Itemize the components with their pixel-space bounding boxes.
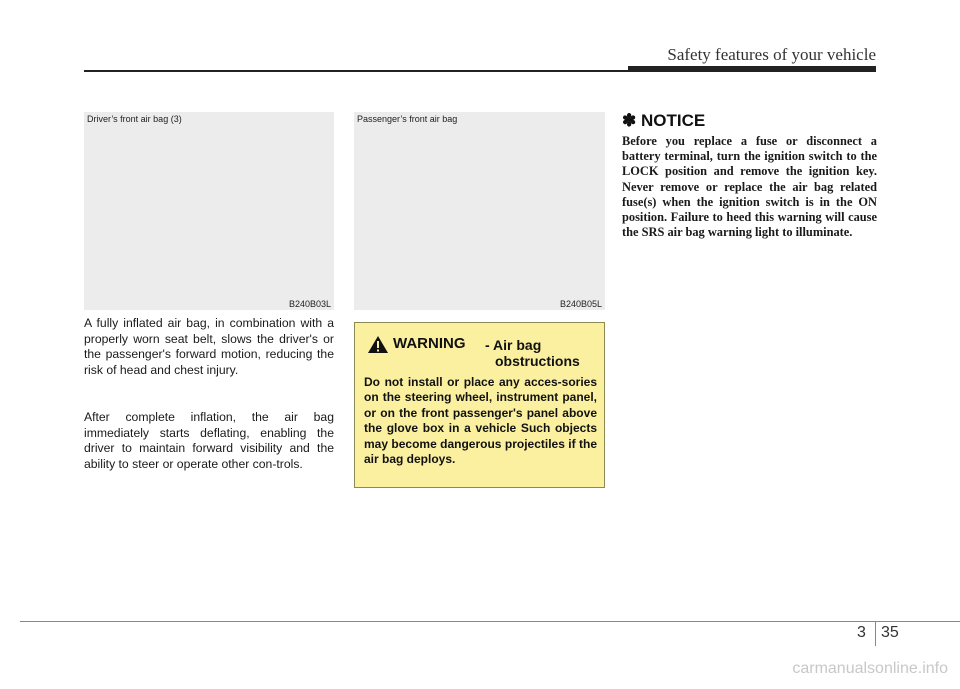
page-number-divider	[875, 622, 876, 646]
header-rule-tab	[628, 66, 876, 72]
figure-driver-air-bag	[84, 112, 334, 310]
footer-rule	[20, 621, 960, 622]
page-number: 35	[881, 624, 899, 641]
page-header-title: Safety features of your vehicle	[667, 45, 876, 64]
notice-symbol-icon: ✽	[622, 111, 637, 130]
notice-title: NOTICE	[640, 111, 706, 130]
chapter-number: 3	[857, 624, 866, 641]
body-paragraph-1: A fully inflated air bag, in combination with a properly worn seat belt, slows the driver's or the passenger's forward motion, reducing the risk of head and chest injury.	[84, 316, 334, 377]
figure-code: B240B03L	[288, 299, 331, 309]
figure-caption: Driver’s front air bag (3)	[87, 114, 182, 124]
watermark: carmanualsonline.info	[792, 660, 948, 677]
notice-text: Before you replace a fuse or disconnect a battery terminal, turn the ignition switch to the LOCK position and remove the ignition key. Never remove or replace the air bag related fuse(s) when the ignition switch is in the ON position. Failure to heed this warning will cause the SRS air bag warning light to illuminate.	[622, 134, 877, 240]
warning-text: Do not install or place any acces-sories on the steering wheel, instrument panel, or on the front passenger's panel above the glove box in a vehicle Such objects may become dangerous projectiles if the air bag deploys.	[364, 375, 597, 467]
warning-title: WARNING	[393, 335, 466, 352]
warning-subtitle-line-2: obstructions	[495, 353, 580, 369]
figure-code: B240B05L	[559, 299, 602, 309]
body-paragraph-2: After complete inflation, the air bag immediately starts deflating, enabling the driver to maintain forward visibility and the ability to steer or operate other con-trols.	[84, 410, 334, 471]
notice-heading	[622, 111, 705, 131]
warning-box	[354, 322, 605, 488]
figure-caption: Passenger’s front air bag	[357, 114, 458, 124]
warning-subtitle-line-1: - Air bag	[485, 337, 542, 353]
warning-subtitle	[485, 337, 580, 369]
figure-passenger-air-bag	[354, 112, 605, 310]
warning-triangle-icon	[367, 335, 389, 354]
